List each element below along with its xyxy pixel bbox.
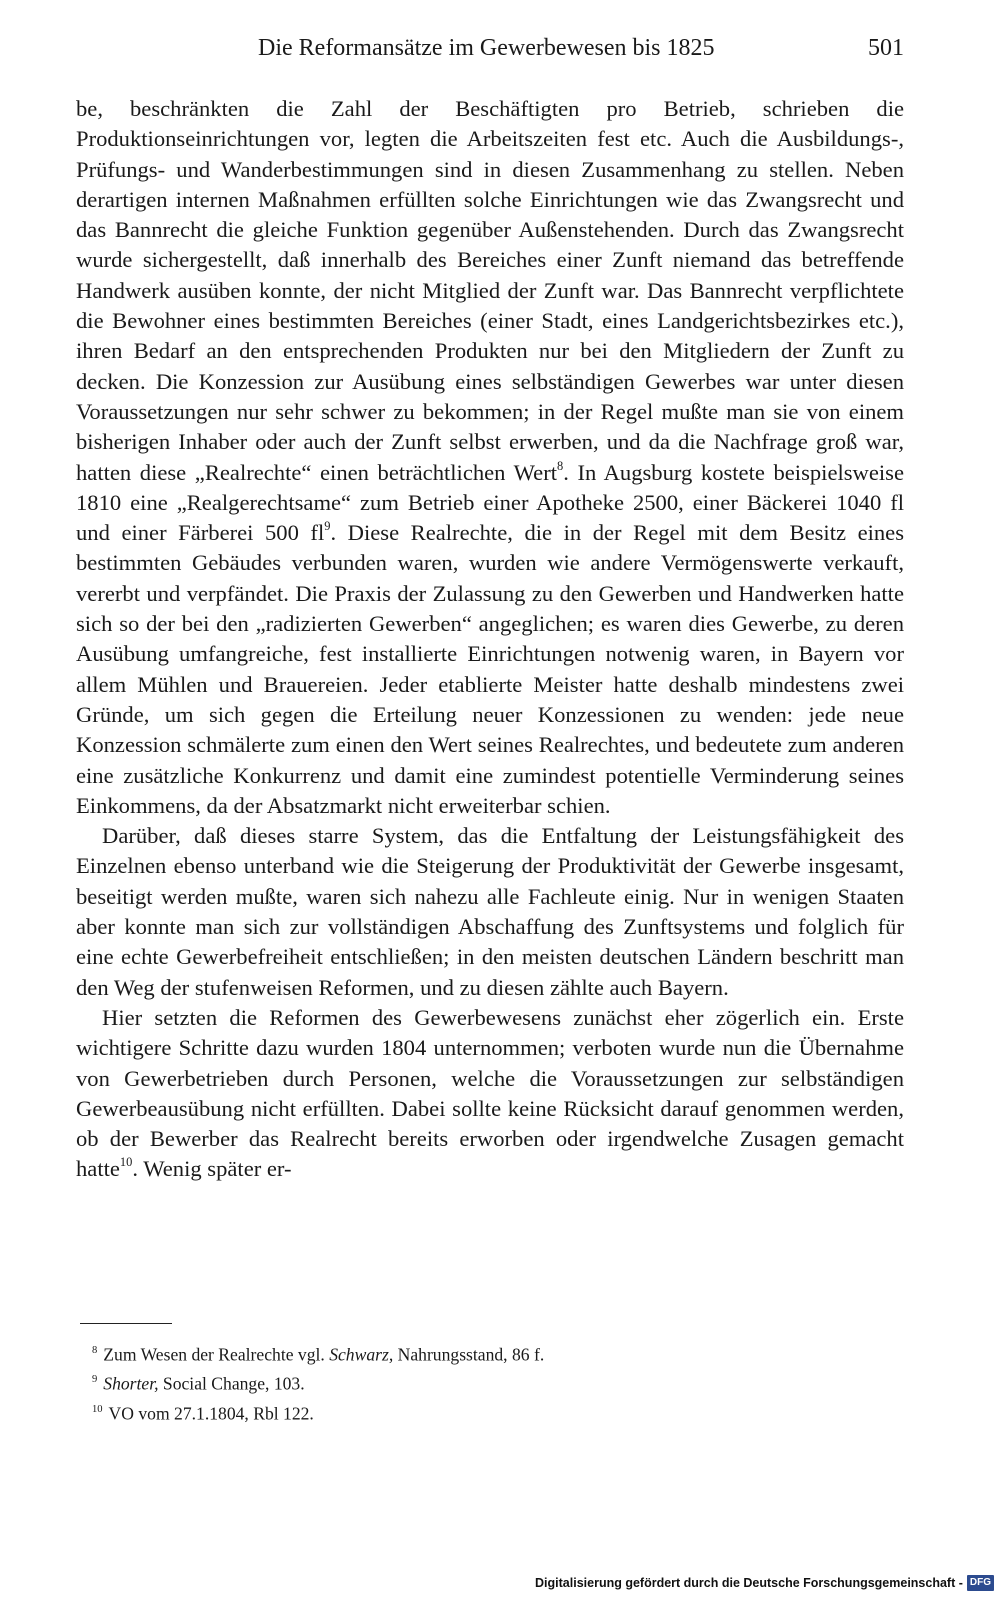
footnote-9: [80, 1367, 880, 1396]
digitization-credit: [535, 1574, 994, 1592]
running-title: Die Reformansätze im Gewerbewesen bis 1825: [258, 35, 715, 61]
footnote-ref-9[interactable]: 9: [324, 519, 331, 534]
footnote-text: Zum Wesen der Realrechte vgl.: [103, 1344, 330, 1365]
footnotes: [80, 1338, 880, 1426]
paragraph-2: Darüber, daß dieses starre System, das die Entfaltung der Leistungsfähigkeit des Einzelnen ebenso unterband wie die Steigerung der Produktivität der Gewerbe insgesamt, beseitigt werden mußte, waren sich nahezu alle Fachleute einig. Nur in wenigen Staaten aber konnte man sich zur vollständigen Abschaffung des Zunftsystems und folglich für eine echte Gewerbefreiheit entschließen; in den meisten deutschen Ländern beschritt man den Weg der stufenweisen Reformen, und zu diesen zählte auch Bayern.: [76, 823, 904, 1000]
footnote-10: [80, 1397, 880, 1426]
dfg-logo-icon: DFG: [967, 1575, 994, 1591]
footnote-author: Schwarz,: [329, 1344, 394, 1365]
running-header: [258, 32, 904, 64]
footnote-ref-10[interactable]: 10: [119, 1155, 133, 1170]
main-text: [76, 94, 904, 1185]
paragraph-1-text-c: . Diese Realrechte, die in der Regel mit dem Besitz eines bestimmten Gebäudes verbunden waren, wurden wie andere Vermögenswerte verkauft, vererbt und verpfändet. Die Praxis der Zulassung zu den Gewerben und Handwerken hatte sich so der bei den „radizierten Gewerben“ angeglichen; es waren dies Gewerbe, zu deren Ausübung umfangreiche, fest installierte Einrichtungen notwenig waren, in Bayern vor allem Mühlen und Brauereien. Jeder etablierte Meister hatte deshalb mindestens zwei Gründe, um sich gegen die Erteilung neuer Konzessionen zu wenden: jede neue Konzession schmälerte zum einen den Wert seines Realrechtes, und bedeutete zum anderen eine zusätzliche Konkurrenz und damit eine zumindest potentielle Verminderung seines Einkommens, da der Absatzmarkt nicht erweiterbar schien.: [76, 520, 904, 818]
footnote-mark: 9: [92, 1374, 98, 1386]
paragraph-3-text-b: . Wenig später er-: [132, 1156, 292, 1182]
footnote-mark: 10: [92, 1403, 103, 1415]
paragraph-3: [76, 1003, 904, 1185]
paragraph-3-text-a: Hier setzten die Reformen des Gewerbewesens zunächst eher zögerlich ein. Erste wichtigere Schritte dazu wurden 1804 unternommen; verboten wurde nun die Übernahme von Gewerbetrieben durch Personen, welche die Voraussetzungen zur selbständigen Gewerbeausübung nicht erfüllten. Dabei sollte keine Rücksicht darauf genommen werden, ob der Bewerber das Realrecht bereits erworben oder irgendwelche Zusagen gemacht hatte: [76, 1004, 904, 1182]
credit-text: Digitalisierung gefördert durch die Deutsche Forschungsgemeinschaft -: [535, 1576, 963, 1590]
footnote-author: Shorter,: [103, 1373, 159, 1394]
page-number: 501: [868, 35, 904, 61]
footnote-8: [80, 1338, 880, 1367]
footnote-divider: [80, 1323, 172, 1324]
paragraph-1-text-b: . In Augsburg kostete beispielsweise 1810 eine „Realgerechtsame“ zum Betrieb einer Apotheke 2500, einer Bäckerei 1040 fl und einer Färberei 500 fl: [76, 459, 904, 546]
paragraph-1: [76, 94, 904, 821]
footnote-text: Social Change, 103.: [158, 1373, 305, 1394]
paragraph-1-text-a: be, beschränkten die Zahl der Beschäftigten pro Betrieb, schrieben die Produktionseinrichtungen vor, legten die Arbeitszeiten fest etc. Auch die Ausbildungs-, Prüfungs- und Wanderbestimmungen sind in diesen Zusammenhang zu stellen. Neben derartigen internen Maßnahmen erfüllten solche Einrichtungen wie das Zwangsrecht und das Bannrecht die gleiche Funktion gegenüber Außenstehenden. Durch das Zwangsrecht wurde sichergestellt, daß innerhalb des Bereiches einer Zunft niemand das betreffende Handwerk ausüben konnte, der nicht Mitglied der Zunft war. Das Bannrecht verpflichtete die Bewohner eines bestimmten Bereiches (einer Stadt, eines Landgerichtsbezirkes etc.), ihren Bedarf an den entsprechenden Produkten nur bei den Mitgliedern der Zunft zu decken. Die Konzession zur Ausübung eines selbständigen Gewerbes war unter diesen Voraussetzungen nur sehr schwer zu bekommen; in der Regel mußte man sie von einem bisherigen Inhaber oder auch der Zunft selbst erwerben, und da die Nachfrage groß war, hatten diese „Realrechte“ einen beträchtlichen Wert: [76, 96, 904, 485]
footnote-text: Nahrungsstand, 86 f.: [393, 1344, 545, 1365]
footnote-text: VO vom 27.1.1804, Rbl 122.: [108, 1403, 314, 1424]
footnote-ref-8[interactable]: 8: [557, 458, 564, 473]
footnote-mark: 8: [92, 1345, 98, 1356]
